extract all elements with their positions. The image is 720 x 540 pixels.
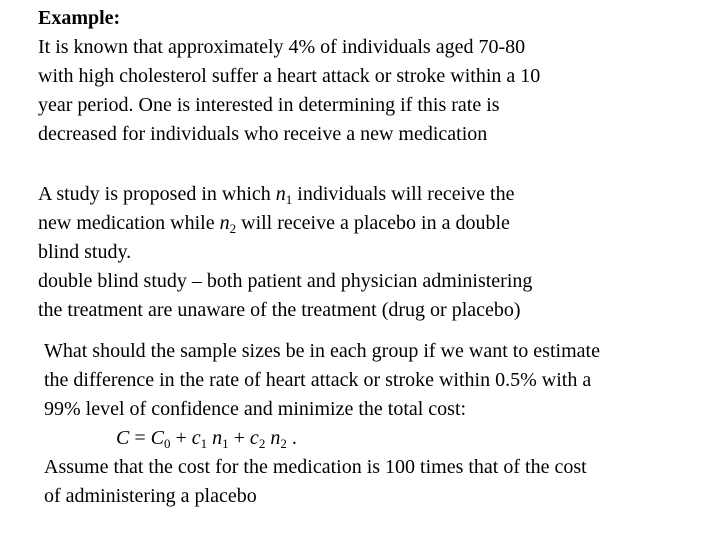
text-fragment: individuals will receive the [292, 183, 515, 205]
example-paragraph [38, 4, 540, 149]
text-line: the difference in the rate of heart attack or stroke within 0.5% with a [44, 369, 592, 391]
text-line: What should the sample sizes be in each group if we want to estimate [44, 340, 600, 362]
question-paragraph [44, 337, 600, 511]
subscript: 1 [285, 192, 293, 207]
subscript: 2 [229, 221, 237, 236]
formula-symbol: n [265, 427, 281, 449]
formula-operator: + [228, 427, 250, 449]
text-line: with high cholesterol suffer a heart attack or stroke within a 10 [38, 65, 541, 87]
subscript: 1 [200, 436, 208, 451]
formula-operator: = [129, 427, 151, 449]
formula-operator: . [286, 427, 297, 449]
subscript: 2 [258, 436, 266, 451]
text-line: decreased for individuals who receive a new medication [38, 123, 488, 145]
cost-formula [44, 424, 600, 453]
text-line: double blind study – both patient and physician administering [38, 270, 533, 292]
text-line: It is known that approximately 4% of individuals aged 70-80 [38, 36, 526, 58]
subscript: 0 [163, 436, 171, 451]
text-line [38, 180, 532, 209]
formula-symbol: C [116, 427, 130, 449]
text-line: blind study. [38, 241, 132, 263]
text-line: year period. One is interested in determining if this rate is [38, 94, 500, 116]
formula-symbol: n [207, 427, 223, 449]
text-fragment: new medication while [38, 212, 220, 234]
n-variable: n [219, 212, 230, 234]
text-fragment: A study is proposed in which [38, 183, 276, 205]
text-line: the treatment are unaware of the treatment (drug or placebo) [38, 299, 521, 321]
formula-operator: + [170, 427, 192, 449]
formula-symbol: C [150, 427, 164, 449]
subscript: 2 [280, 436, 287, 451]
formula-symbol: c [191, 427, 201, 449]
formula-symbol: c [249, 427, 259, 449]
text-line: 99% level of confidence and minimize the total cost: [44, 398, 467, 420]
example-heading: Example: [38, 7, 121, 29]
subscript: 1 [222, 436, 229, 451]
text-line: Assume that the cost for the medication is 100 times that of the cost [44, 456, 587, 478]
text-fragment: will receive a placebo in a double [236, 212, 510, 234]
text-line: of administering a placebo [44, 485, 257, 507]
n-variable: n [275, 183, 286, 205]
text-line [38, 209, 532, 238]
study-paragraph [38, 180, 532, 325]
